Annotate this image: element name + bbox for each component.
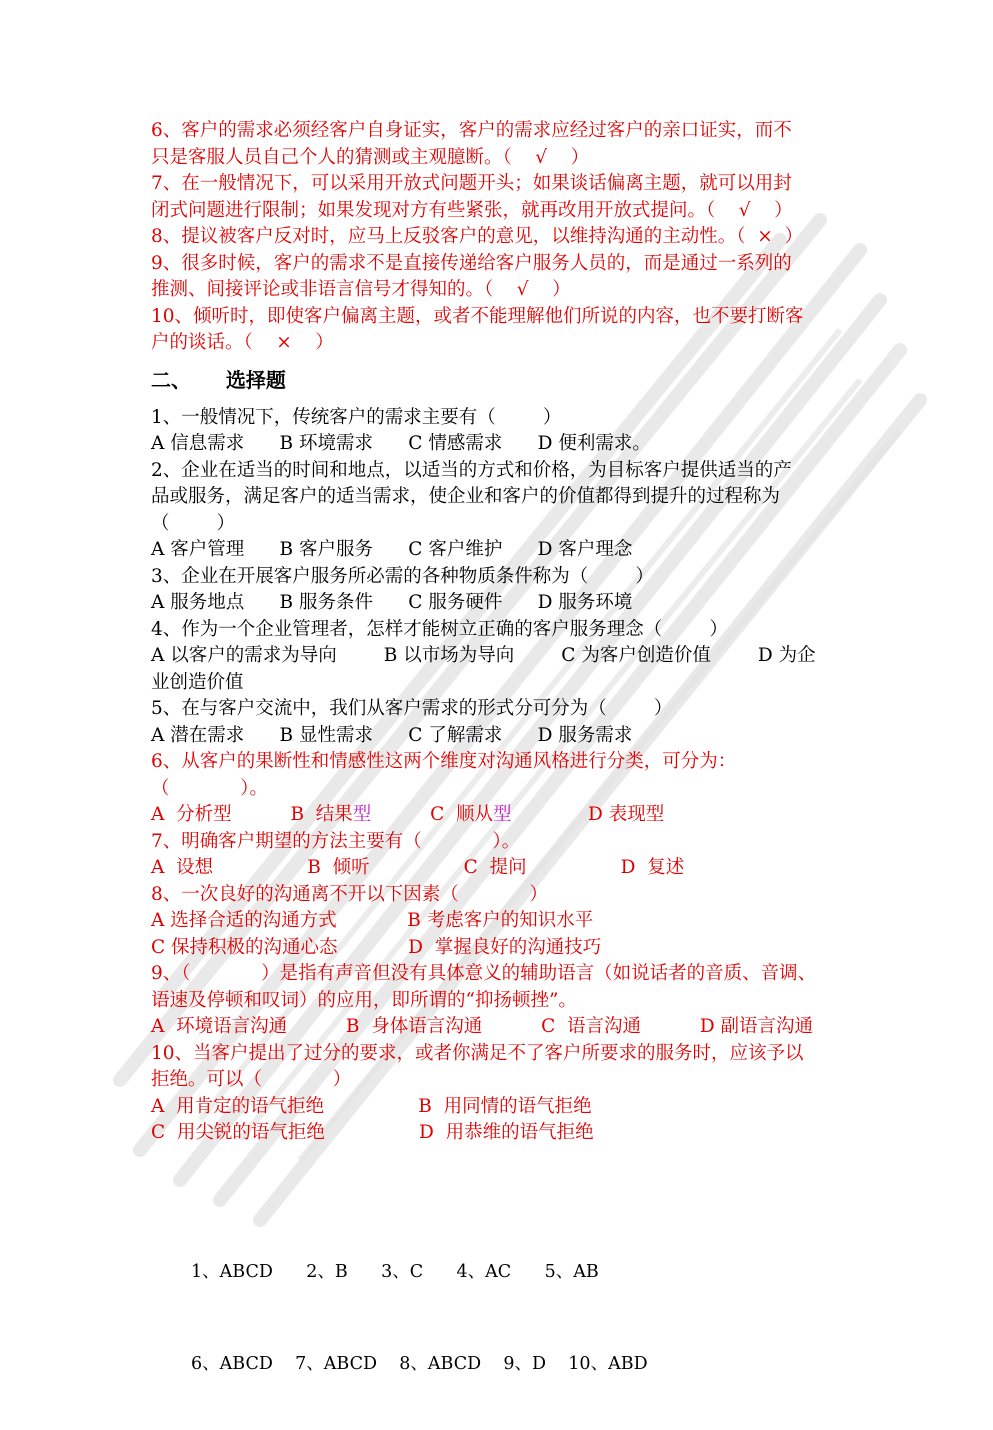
text-line: A 潜在需求 B 显性需求 C 了解需求 D 服务需求 (151, 724, 633, 746)
answer-line: 6、ABCD 7、ABCD 8、ABCD 9、D 10、ABD (191, 1353, 648, 1374)
text-line: A 选择合适的沟通方式 B 考虑客户的知识水平 (151, 910, 594, 931)
text-line: 1、一般情况下，传统客户的需求主要有（ ） (151, 406, 562, 428)
text-line: 8、一次良好的沟通离不开以下因素（ ） (151, 883, 548, 905)
question-6-line: 6、从客户的果断性和情感性这两个维度对沟通风格进行分类，可分为： (151, 751, 737, 772)
judge-section (151, 118, 851, 357)
text-line: 户的谈话。（ × ） (151, 332, 334, 353)
text-line: 只是客服人员自己个人的猜测或主观臆断。（ √ ） (151, 146, 590, 168)
answer-line: 1、ABCD 2、B 3、C 4、AC 5、AB (191, 1261, 599, 1282)
option-b: B 结果型 (290, 804, 372, 825)
question-6-blank: （ ）。 (151, 777, 268, 799)
text-line: 9、很多时候，客户的需求不是直接传递给客户服务人员的，而是通过一系列的 (151, 252, 792, 274)
choice-section-black (151, 405, 851, 750)
text-line: 8、提议被客户反对时，应马上反驳客户的意见，以维持沟通的主动性。（ × ） (151, 226, 804, 247)
text-line: 3、企业在开展客户服务所必需的各种物质条件称为（ ） (151, 565, 654, 587)
text-line: 6、客户的需求必须经客户自身证实，客户的需求应经过客户的亲口证实，而不 (151, 120, 792, 141)
text-line: 5、在与客户交流中，我们从客户需求的形式分可分为（ ） (151, 698, 673, 719)
text-line: C 用尖锐的语气拒绝 D 用恭维的语气拒绝 (151, 1122, 594, 1143)
text-line: 7、在一般情况下，可以采用开放式问题开头；如果谈话偏离主题，就可以用封 (151, 173, 792, 194)
text-line: A 客户管理 B 客户服务 C 客户维护 D 客户理念 (151, 539, 633, 560)
text-line: 10、倾听时，即使客户偏离主题，或者不能理解他们所说的内容，也不要打断客 (151, 305, 804, 327)
section-heading: 二、 选择题 (151, 367, 286, 392)
text-line: 4、作为一个企业管理者，怎样才能树立正确的客户服务理念（ ） (151, 618, 728, 640)
text-line: （ ） (151, 512, 236, 534)
option-d: D 表现型 (588, 804, 665, 825)
text-line: 闭式问题进行限制；如果发现对方有些紧张，就再改用开放式提问。（ √ ） (151, 199, 793, 221)
question-6-options (151, 802, 851, 829)
text-line: A 信息需求 B 环境需求 C 情感需求 D 便利需求。 (151, 433, 651, 454)
choice-section-red (151, 749, 851, 1147)
text-line: A 以客户的需求为导向 B 以市场为导向 C 为客户创造价值 D 为企 (151, 645, 816, 666)
answer-key (151, 1147, 851, 1430)
text-line: 10、当客户提出了过分的要求，或者你满足不了客户所要求的服务时，应该予以 (151, 1042, 804, 1064)
text-line: 品或服务，满足客户的适当需求，使企业和客户的价值都得到提升的过程称为 (151, 486, 781, 507)
text-line: 语速及停顿和叹词）的应用，即所谓的“抑扬顿挫”。 (151, 989, 577, 1011)
text-line: A 用肯定的语气拒绝 B 用同情的语气拒绝 (151, 1095, 592, 1117)
document-body (151, 118, 851, 1430)
text-line: A 服务地点 B 服务条件 C 服务硬件 D 服务环境 (151, 592, 633, 613)
text-line: A 环境语言沟通 B 身体语言沟通 C 语言沟通 D 副语言沟通 (151, 1016, 814, 1037)
text-line: 7、明确客户期望的方法主要有（ ）。 (151, 830, 521, 852)
option-a: A 分析型 (151, 804, 232, 825)
text-line: 9、（ ）是指有声音但没有具体意义的辅助语言（如说话者的音质、音调、 (151, 963, 817, 984)
text-line: 2、企业在适当的时间和地点，以适当的方式和价格，为目标客户提供适当的产 (151, 459, 792, 481)
text-line: 推测、间接评论或非语言信号才得知的。（ √ ） (151, 279, 571, 300)
text-line: 拒绝。可以（ ） (151, 1069, 352, 1090)
text-line: C 保持积极的沟通心态 D 掌握良好的沟通技巧 (151, 936, 602, 958)
option-c: C 顺从型 (430, 804, 512, 825)
text-line: 业创造价值 (151, 671, 244, 693)
text-line: A 设想 B 倾听 C 提问 D 复述 (151, 857, 685, 878)
